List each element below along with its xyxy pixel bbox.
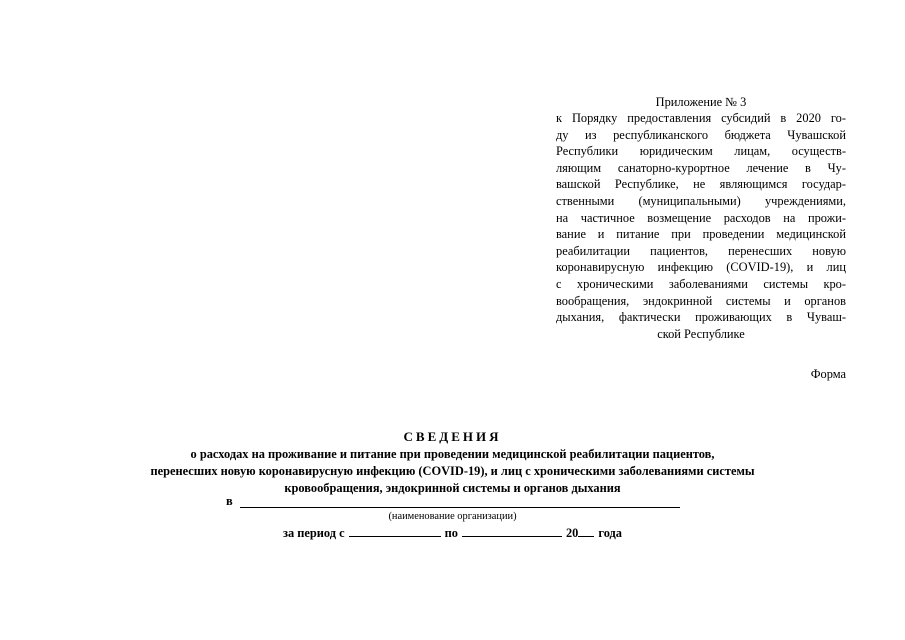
year-suffix: года [598,526,622,540]
appendix-line: реабилитации пациентов, перенесших новую [556,243,846,258]
period-from-field[interactable] [349,524,441,537]
appendix-line: Республики юридическим лицам, осуществ- [556,144,846,159]
appendix-text [556,110,846,342]
form-label: Форма [810,367,846,381]
appendix-line: к Порядку предоставления субсидий в 2020 го- [556,111,846,125]
subtitle-line: перенесших новую коронавирусную инфекцию (COVID-19), и лиц с хроническими заболеваниями системы [150,464,755,478]
subtitle-line: о расходах на проживание и питание при проведении медицинской реабилитации пациентов, [190,447,715,461]
document-subtitle [0,446,905,497]
organization-caption: (наименование организации) [388,511,517,522]
appendix-line: коронавирусную инфекцию (COVID-19), и лиц [556,260,846,275]
appendix-line: вание и питание при проведении медицинской [556,227,846,242]
appendix-line: вообращения, эндокринной системы и органов [556,293,846,308]
period-to-field[interactable] [462,524,562,537]
appendix-line: вашской Республике, не являющимся государ- [556,177,846,192]
appendix-line: ственными (муниципальными) учреждениями, [556,193,846,208]
appendix-line: с хроническими заболеваниями системы кро- [556,276,846,291]
appendix-line: ду из республиканского бюджета Чувашской [556,127,846,142]
organization-prefix: в [226,494,233,508]
period-row [0,524,905,541]
document-title: СВЕДЕНИЯ [403,429,502,444]
year-field[interactable] [578,524,594,537]
appendix-line: ляющим санаторно-курортное лечение в Чу- [556,160,846,175]
period-prefix: за период с [282,526,345,540]
appendix-line: ской Республике [657,326,745,341]
appendix-line: дыхания, фактически проживающих в Чуваш- [556,310,846,325]
organization-name-field[interactable] [240,507,680,508]
year-prefix: 20 [565,526,579,540]
period-to-label: по [444,526,458,540]
subtitle-line: кровообращения, эндокринной системы и органов дыхания [284,481,621,495]
appendix-line: на частичное возмещение расходов на прожи- [556,210,846,225]
appendix-title: Приложение № 3 [655,95,747,109]
